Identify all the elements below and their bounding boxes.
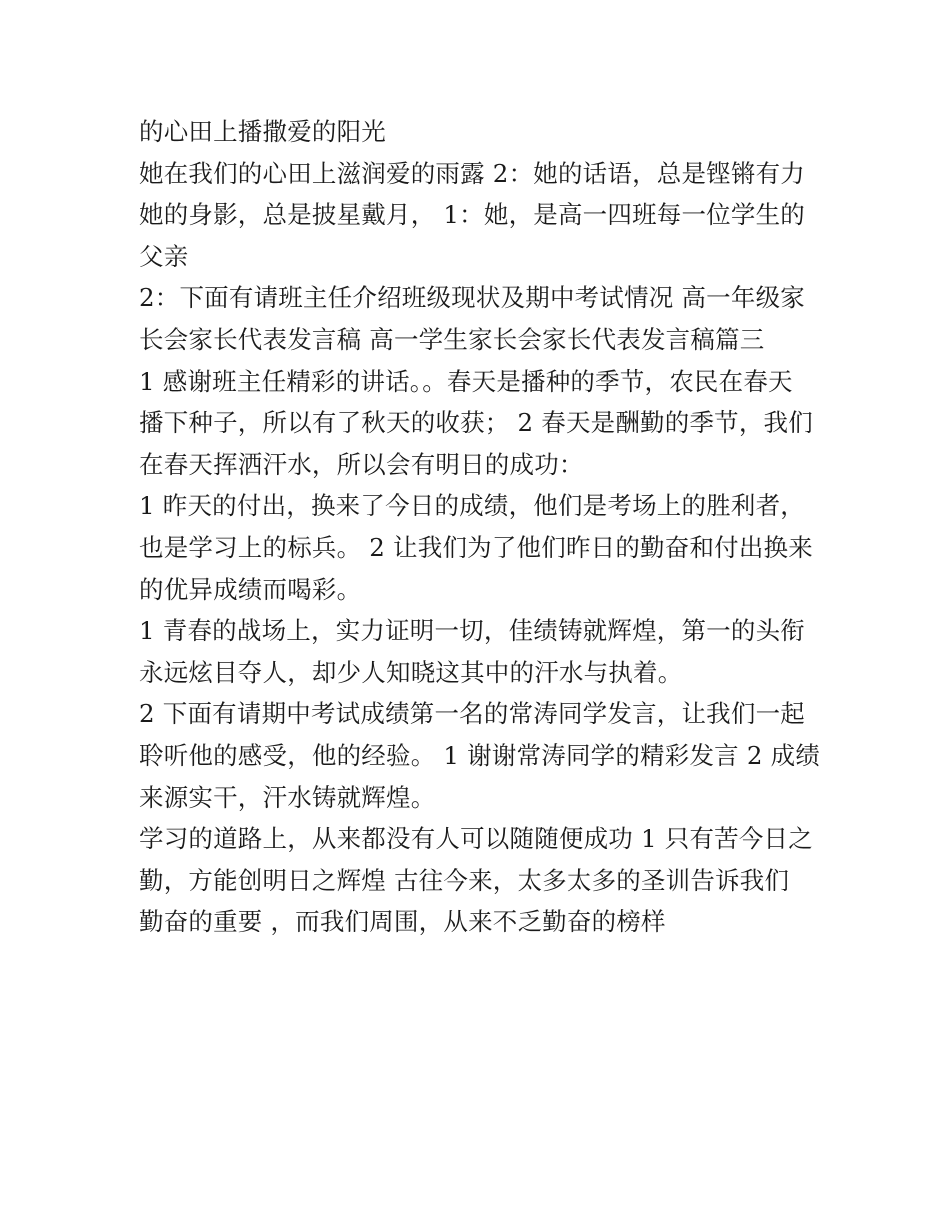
text-line: 播下种子，所以有了秋天的收获； 2 春天是酬勤的季节，我们 xyxy=(139,408,813,438)
text-line: 也是学习上的标兵。 2 让我们为了他们昨日的勤奋和付出换来 xyxy=(139,532,813,562)
text-line: 1 青春的战场上，实力证明一切，佳绩铸就辉煌，第一的头衔 xyxy=(139,616,805,646)
text-line: 的优异成绩而喝彩。 xyxy=(139,574,362,604)
text-line: 2 下面有请期中考试成绩第一名的常涛同学发言，让我们一起 xyxy=(139,699,805,729)
text-line: 聆听他的感受，他的经验。 1 谢谢常涛同学的精彩发言 2 成绩 xyxy=(139,740,821,770)
document-body xyxy=(139,111,819,943)
text-line: 她在我们的心田上滋润爱的雨露 2：她的话语，总是铿锵有力 xyxy=(139,158,805,188)
text-line: 1 感谢班主任精彩的讲话。。春天是播种的季节，农民在春天 xyxy=(139,366,793,396)
text-line: 永远炫目夺人，却少人知晓这其中的汗水与执着。 xyxy=(139,657,683,687)
text-line: 学习的道路上，从来都没有人可以随随便成功 1 只有苦今日之 xyxy=(139,824,813,854)
text-line: 勤奋的重要 ，而我们周围，从来不乏勤奋的榜样 xyxy=(139,907,666,937)
text-line: 长会家长代表发言稿 高一学生家长会家长代表发言稿篇三 xyxy=(139,324,765,354)
text-line: 来源实干，汗水铸就辉煌。 xyxy=(139,782,436,812)
text-line: 父亲 xyxy=(139,241,189,271)
text-line: 在春天挥洒汗水，所以会有明日的成功： xyxy=(139,449,584,479)
text-line: 勤，方能创明日之辉煌 古往今来，太多太多的圣训告诉我们 xyxy=(139,865,790,895)
text-line: 她的身影，总是披星戴月， 1：她，是高一四班每一位学生的 xyxy=(139,200,805,230)
text-line: 的心田上播撒爱的阳光 xyxy=(139,117,386,146)
text-line: 2：下面有请班主任介绍班级现状及期中考试情况 高一年级家 xyxy=(139,283,805,313)
text-line: 1 昨天的付出，换来了今日的成绩，他们是考场上的胜利者， xyxy=(139,491,805,521)
